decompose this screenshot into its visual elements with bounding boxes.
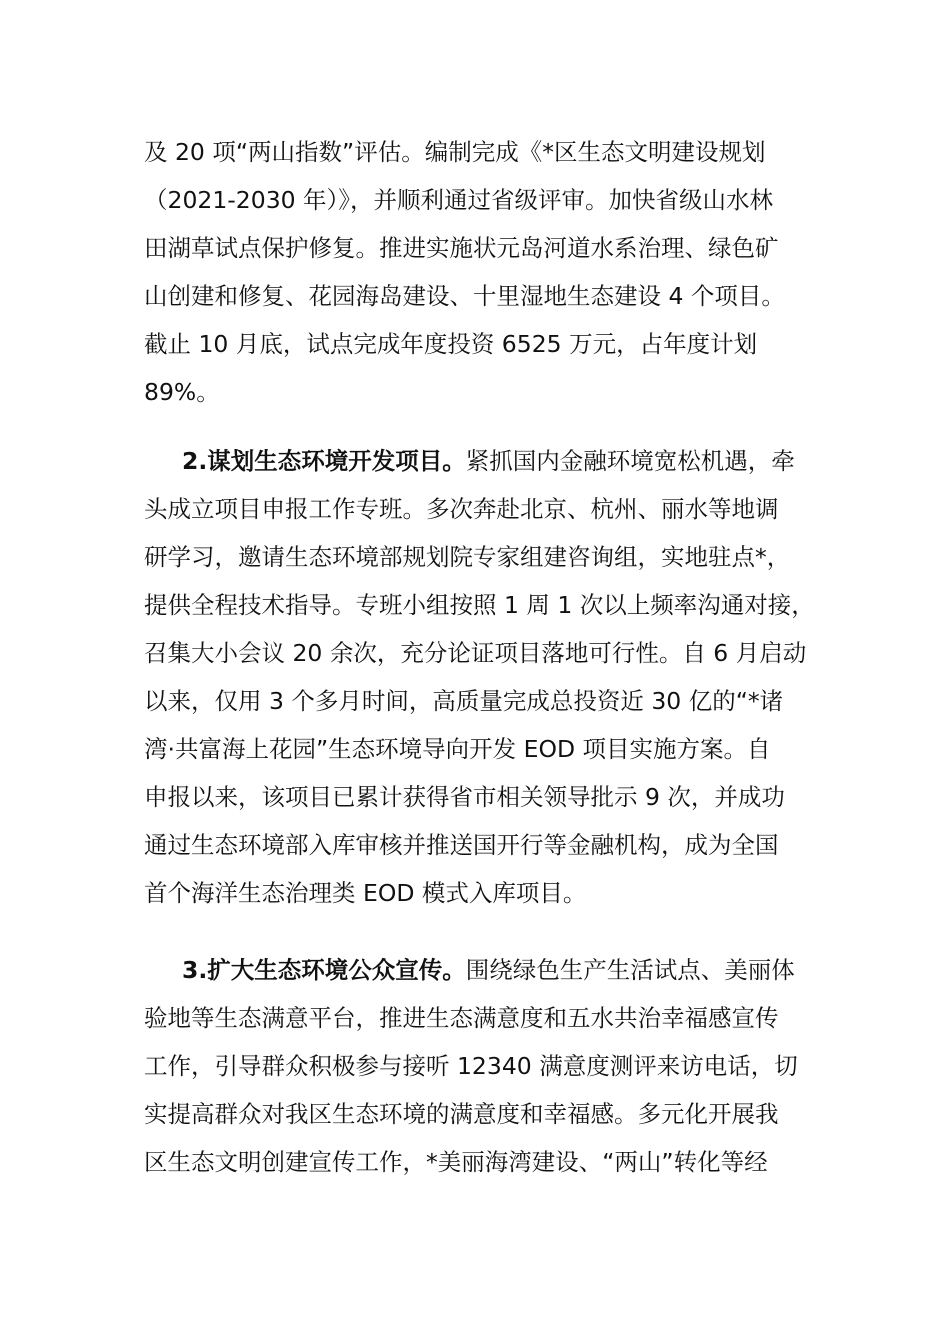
- text-line: 研学习，邀请生态环境部规划院专家组建咨询组，实地驻点*，: [144, 543, 791, 571]
- text-line: 申报以来，该项目已累计获得省市相关领导批示 9 次，并成功: [144, 783, 785, 811]
- text-line: （2021-2030 年）》，并顺利通过省级评审。加快省级山水林: [144, 186, 774, 214]
- text-line: 通过生态环境部入库审核并推送国开行等金融机构，成为全国: [144, 831, 779, 859]
- section-heading: 3.扩大生态环境公众宣传。: [182, 956, 466, 984]
- text-line: 提供全程技术指导。专班小组按照 1 周 1 次以上频率沟通对接，: [144, 591, 815, 619]
- text-line: 区生态文明创建宣传工作，*美丽海湾建设、“两山”转化等经: [144, 1148, 768, 1176]
- paragraph-3: [144, 946, 820, 1186]
- text-line: 验地等生态满意平台，推进生态满意度和五水共治幸福感宣传: [144, 1004, 779, 1032]
- text-line: 实提高群众对我区生态环境的满意度和幸福感。多元化开展我: [144, 1100, 779, 1128]
- text-line: 截止 10 月底，试点完成年度投资 6525 万元，占年度计划: [144, 330, 758, 358]
- text-run: 紧抓国内金融环境宽松机遇，牵: [465, 447, 795, 475]
- text-line: 田湖草试点保护修复。推进实施状元岛河道水系治理、绿色矿: [144, 234, 779, 262]
- section-heading: 2.谋划生态环境开发项目。: [182, 447, 466, 475]
- text-line-first: [144, 437, 820, 485]
- text-line: 湾·共富海上花园”生态环境导向开发 EOD 项目实施方案。自: [144, 735, 771, 763]
- text-line: 及 20 项“两山指数”评估。编制完成《*区生态文明建设规划: [144, 138, 766, 166]
- text-line-first: [144, 946, 820, 994]
- paragraph-2: [144, 437, 820, 917]
- text-line: 工作，引导群众积极参与接听 12340 满意度测评来访电话，切: [144, 1052, 798, 1080]
- text-line: 头成立项目申报工作专班。多次奔赴北京、杭州、丽水等地调: [144, 495, 779, 523]
- text-line: 89%。: [144, 378, 220, 406]
- text-line: 以来，仅用 3 个多月时间，高质量完成总投资近 30 亿的“*诸: [144, 687, 784, 715]
- text-line: 首个海洋生态治理类 EOD 模式入库项目。: [144, 879, 587, 907]
- text-line: 山创建和修复、花园海岛建设、十里湿地生态建设 4 个项目。: [144, 282, 785, 310]
- paragraph-1: [144, 128, 820, 416]
- text-run: 围绕绿色生产生活试点、美丽体: [465, 956, 795, 984]
- text-line: 召集大小会议 20 余次，充分论证项目落地可行性。自 6 月启动: [144, 639, 807, 667]
